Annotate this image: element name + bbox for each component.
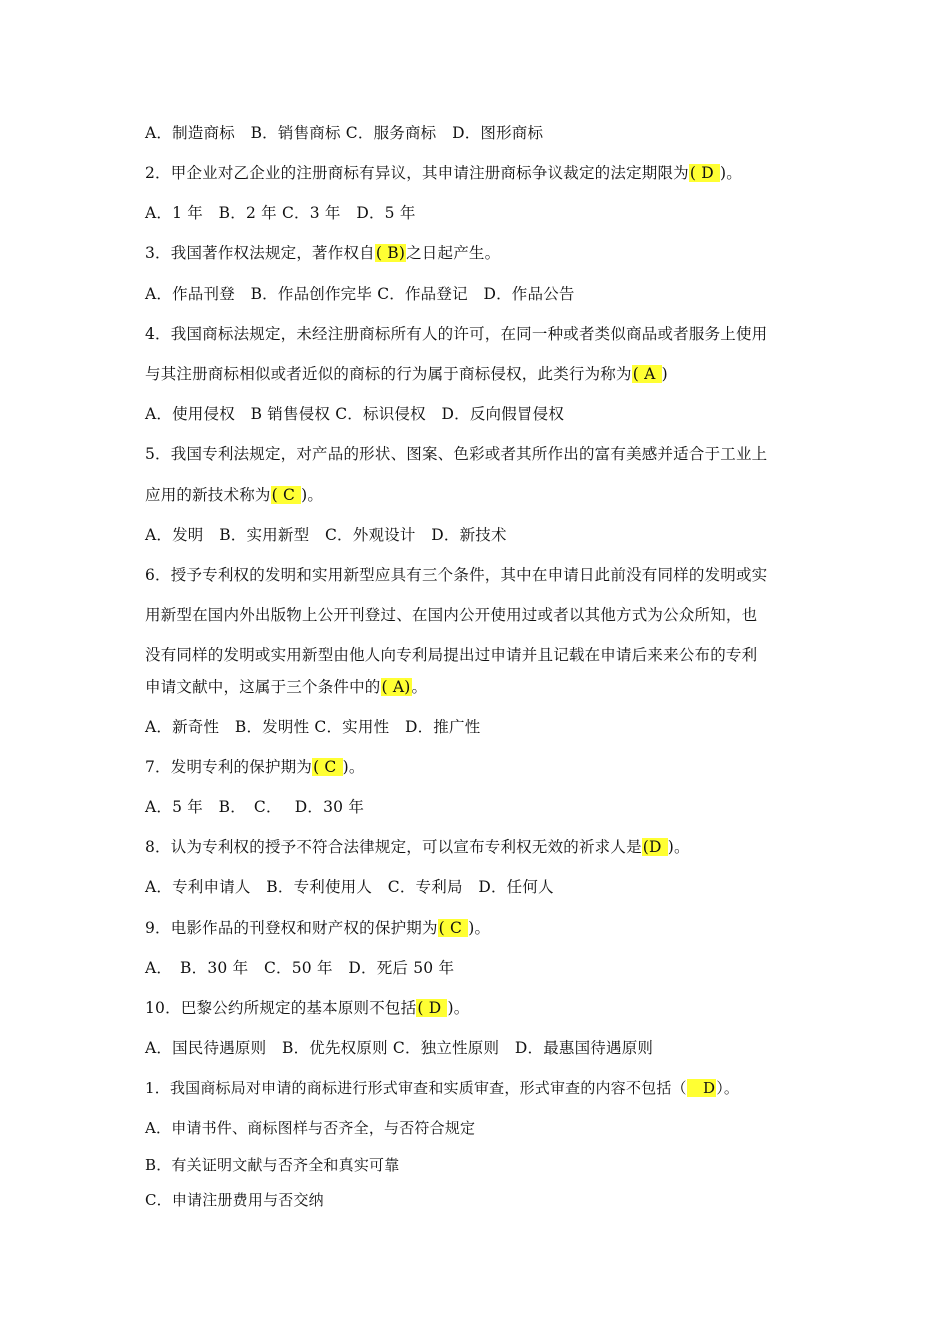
answer-highlight: ( C bbox=[271, 486, 301, 504]
answer-highlight: ( C bbox=[313, 758, 342, 776]
text-line: 7．发明专利的保护期为( C )。 bbox=[145, 758, 365, 776]
answer-highlight: ( C bbox=[438, 919, 468, 937]
text-line: 与其注册商标相似或者近似的商标的行为属于商标侵权，此类行为称为( A ) bbox=[145, 365, 668, 383]
text-line: A．国民待遇原则 B．优先权原则 C．独立性原则 D．最惠国待遇原则 bbox=[145, 1039, 654, 1057]
answer-highlight: ( A) bbox=[381, 678, 411, 696]
text-line: C．申请注册费用与否交纳 bbox=[145, 1191, 324, 1209]
text-line: 1．我国商标局对申请的商标进行形式审查和实质审查，形式审查的内容不包括（ D）。 bbox=[145, 1079, 740, 1097]
text-line: A．新奇性 B．发明性 C．实用性 D．推广性 bbox=[145, 718, 481, 736]
text-line: 用新型在国内外出版物上公开刊登过、在国内公开使用过或者以其他方式为公众所知，也 bbox=[145, 606, 758, 624]
answer-highlight: D bbox=[687, 1079, 716, 1097]
answer-highlight: ( A bbox=[632, 365, 661, 383]
text-line: 5．我国专利法规定，对产品的形状、图案、色彩或者其所作出的富有美感并适合于工业上 bbox=[145, 445, 768, 463]
text-line: 6．授予专利权的发明和实用新型应具有三个条件，其中在申请日此前没有同样的发明或实 bbox=[145, 566, 768, 584]
text-line: A． B．30 年 C．50 年 D．死后 50 年 bbox=[145, 959, 455, 977]
text-line: 3．我国著作权法规定，著作权自( B)之日起产生。 bbox=[145, 244, 501, 262]
text-line: A．申请书件、商标图样与否齐全，与否符合规定 bbox=[145, 1119, 476, 1137]
text-line: A．制造商标 B．销售商标 C．服务商标 D．图形商标 bbox=[145, 124, 544, 142]
answer-highlight: (D bbox=[642, 838, 667, 856]
answer-highlight: ( D bbox=[689, 164, 720, 182]
text-line: 4．我国商标法规定，未经注册商标所有人的许可，在同一种或者类似商品或者服务上使用 bbox=[145, 325, 768, 343]
text-line: 10．巴黎公约所规定的基本原则不包括( D )。 bbox=[145, 999, 470, 1017]
text-line: A．作品刊登 B．作品创作完毕 C．作品登记 D．作品公告 bbox=[145, 285, 575, 303]
text-line: A．发明 B．实用新型 C．外观设计 D．新技术 bbox=[145, 526, 507, 544]
text-line: 应用的新技术称为( C )。 bbox=[145, 486, 324, 504]
text-line: 没有同样的发明或实用新型由他人向专利局提出过申请并且记载在申请后来来公布的专利 bbox=[145, 646, 758, 664]
text-line: A．1 年 B．2 年 C．3 年 D．5 年 bbox=[145, 204, 416, 222]
answer-highlight: ( B) bbox=[375, 244, 406, 262]
text-line: A．专利申请人 B．专利使用人 C．专利局 D．任何人 bbox=[145, 878, 554, 896]
text-line: 申请文献中，这属于三个条件中的( A)。 bbox=[145, 678, 428, 696]
text-line: A．使用侵权 B 销售侵权 C．标识侵权 D．反向假冒侵权 bbox=[145, 405, 565, 423]
text-line: 8．认为专利权的授予不符合法律规定，可以宣布专利权无效的祈求人是(D )。 bbox=[145, 838, 690, 856]
text-line: B．有关证明文献与否齐全和真实可靠 bbox=[145, 1156, 400, 1174]
text-line: A．5 年 B． C． D．30 年 bbox=[145, 798, 365, 816]
text-line: 9．电影作品的刊登权和财产权的保护期为( C )。 bbox=[145, 919, 491, 937]
answer-highlight: ( D bbox=[417, 999, 447, 1017]
text-line: 2．甲企业对乙企业的注册商标有异议，其申请注册商标争议裁定的法定期限为( D )。 bbox=[145, 164, 742, 182]
